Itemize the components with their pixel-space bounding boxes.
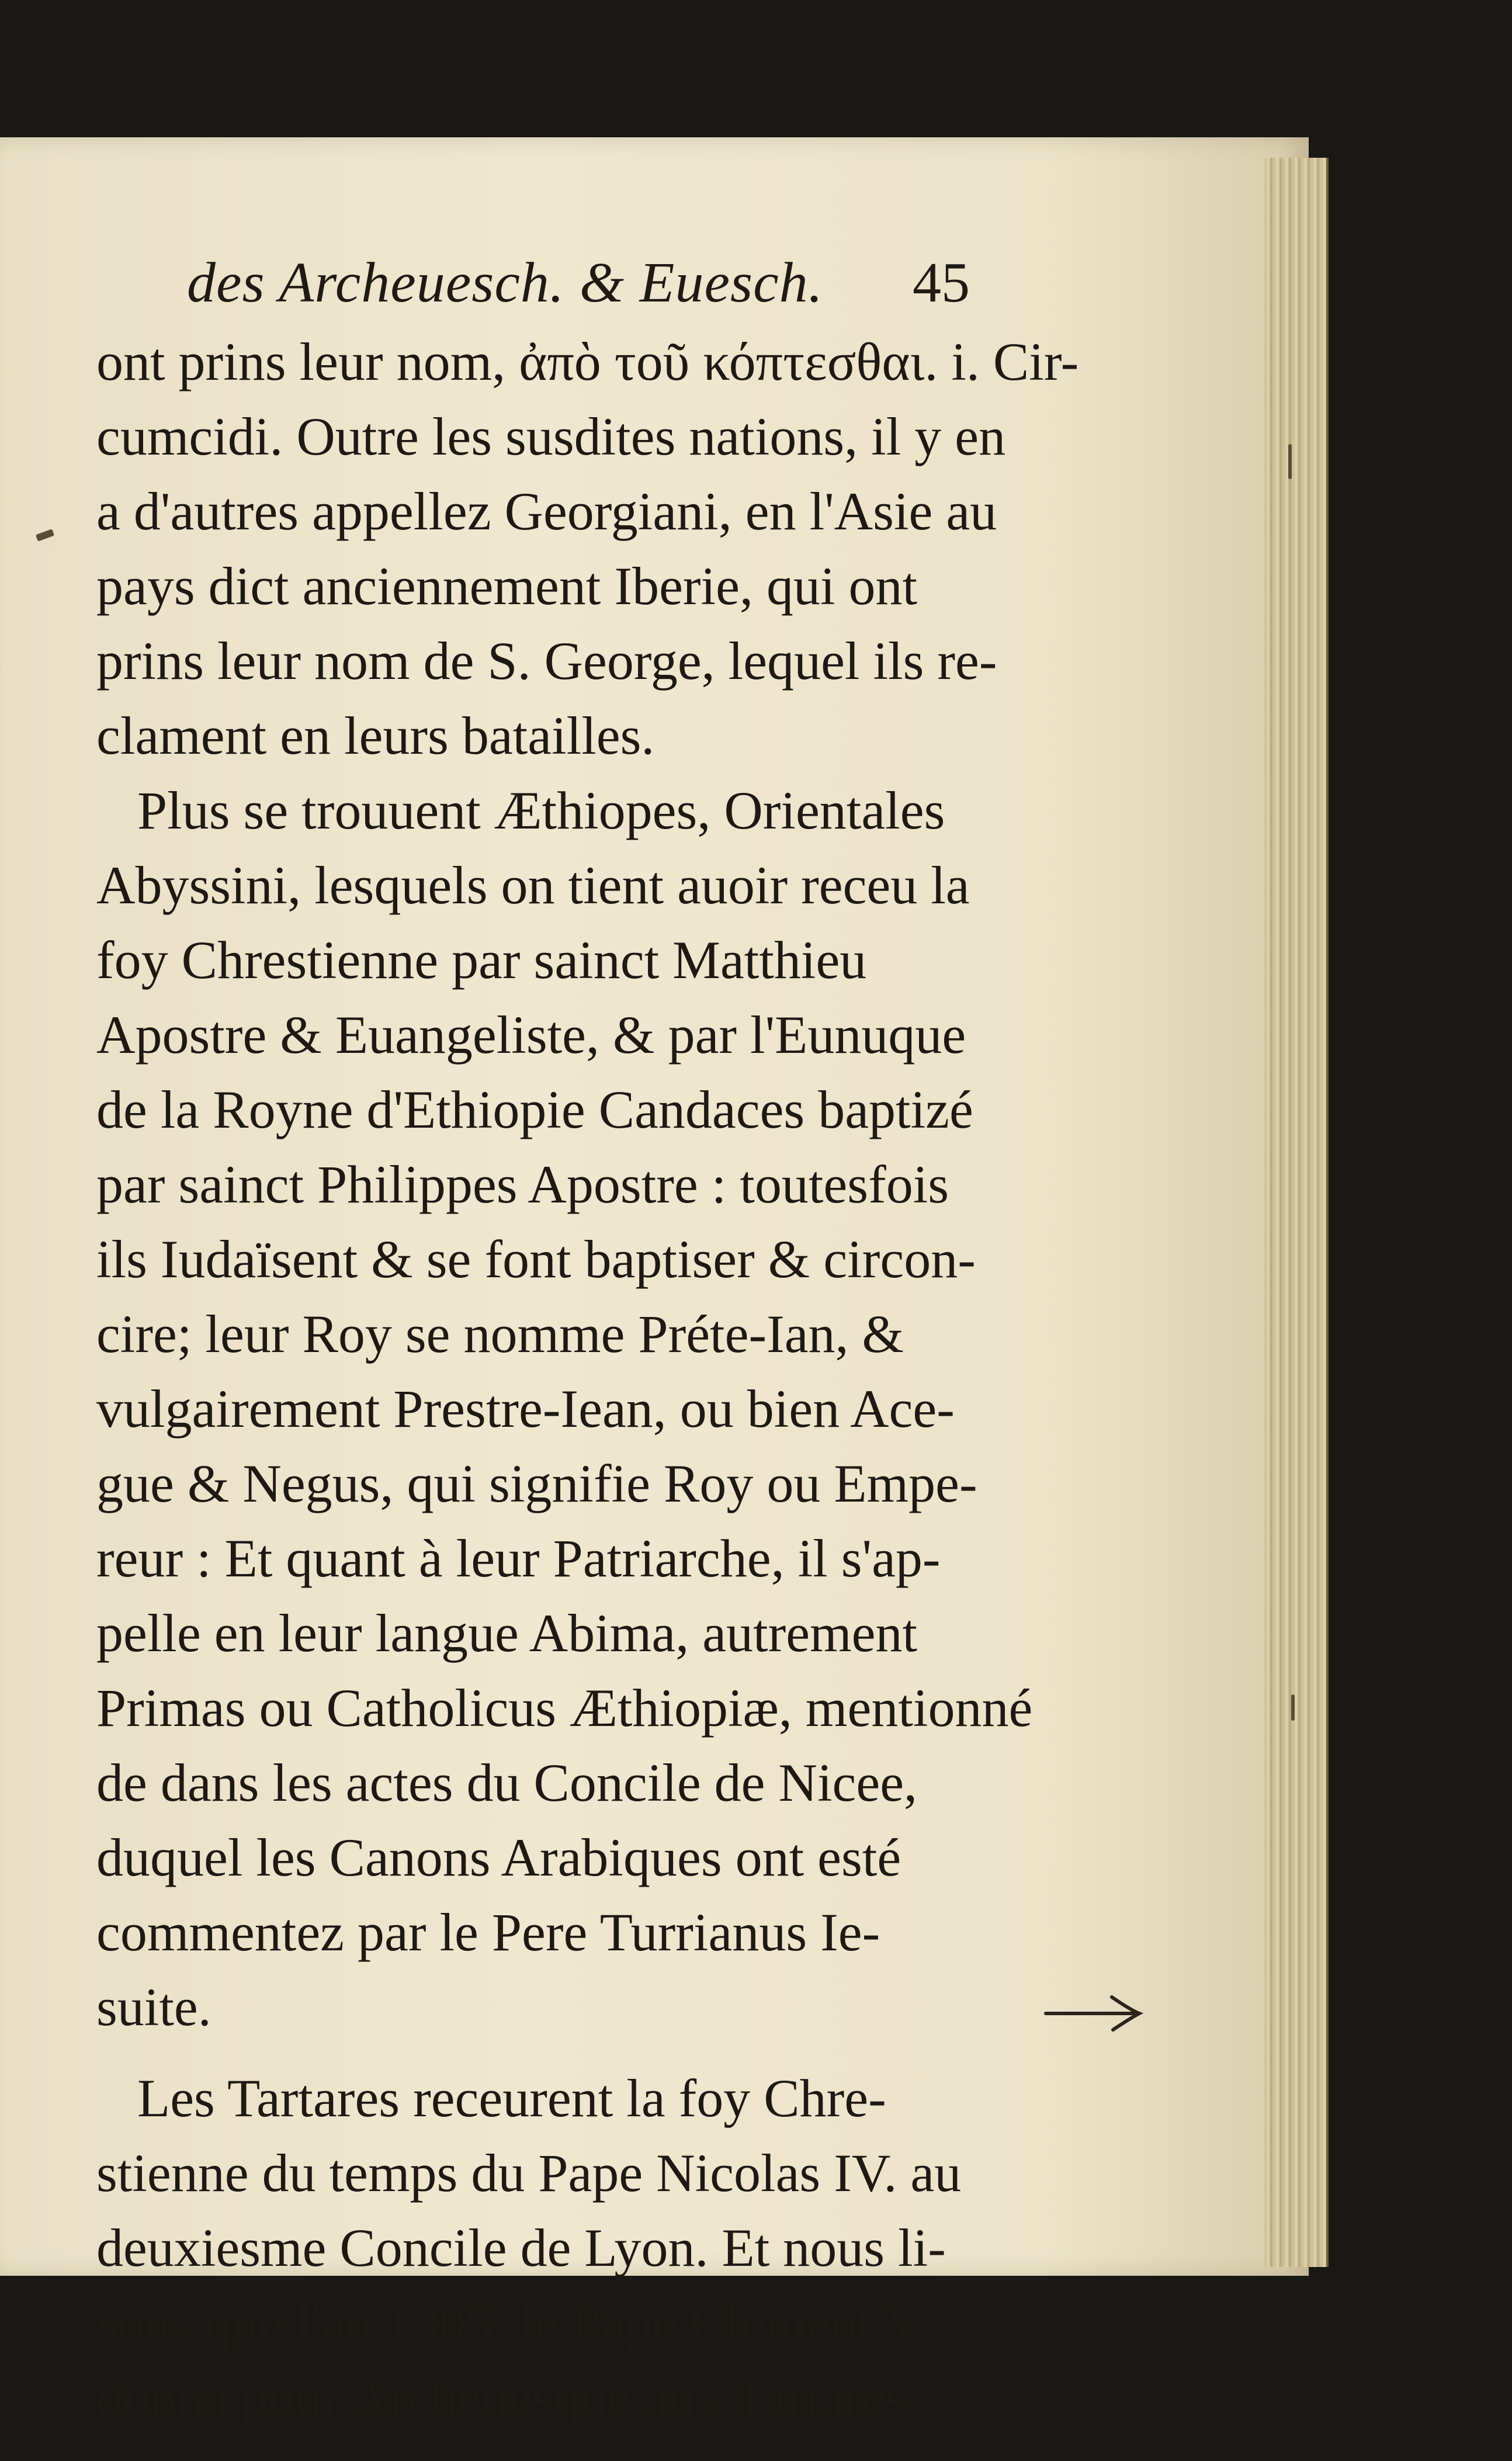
text-line: de dans les actes du Concile de Nicee,	[96, 1753, 918, 1812]
text-line: reur : Et quant à leur Patriarche, il s'ap-	[96, 1528, 941, 1588]
text-line: Apostre & Euangeliste, & par l'Eunuque	[96, 1005, 966, 1065]
paragraph-start-line: Les Tartares receurent la foy Chre-	[137, 2068, 886, 2128]
text-line: cire; leur Roy se nomme Préte-Ian, &	[96, 1304, 904, 1364]
text-line: Primas ou Catholicus Æthiopiæ, mentionné	[96, 1678, 1033, 1738]
running-title: des Archeuesch. & Euesch.	[187, 251, 824, 314]
text-line: cumcidi. Outre les susdites nations, il y en	[96, 407, 1006, 466]
text-line: gue & Negus, qui signifie Roy ou Empe-	[96, 1454, 977, 1513]
text-line: par sainct Philippes Apostre : toutesfois	[96, 1155, 949, 1214]
text-line: suite.	[96, 1977, 211, 2037]
right-arrow-icon	[1043, 1992, 1148, 2033]
text-line: clament en leurs batailles.	[96, 706, 655, 765]
text-line: donna pour Archeuesque aux Tartares	[96, 2368, 907, 2427]
margin-mark	[1291, 1694, 1295, 1721]
text-line: deuxiesme Concile de Lyon. Et nous li-	[96, 2218, 946, 2278]
text-line: ils Iudaïsent & se font baptiser & circon-	[96, 1229, 976, 1289]
text-line: vulgairement Prestre-Iean, ou bien Ace-	[96, 1379, 955, 1439]
text-line: ont prins leur nom, ἀπὸ τοῦ κόπτεσθαι. i. Cir-	[96, 332, 1079, 391]
text-line: Abyssini, lesquels on tient auoir receu la	[96, 855, 970, 915]
text-line: stienne du temps du Pape Nicolas IV. au	[96, 2143, 962, 2203]
text-line: sons que l'an 1305. le Pape Clement V.	[96, 2293, 930, 2352]
text-line: pays dict anciennement Iberie, qui ont	[96, 556, 918, 616]
paragraph-start-line: Plus se trouuent Æthiopes, Orientales	[137, 781, 945, 840]
text-line: pelle en leur langue Abima, autrement	[96, 1603, 918, 1663]
page-edge	[1265, 158, 1329, 2267]
body-text	[96, 324, 1079, 2435]
text-line: prins leur nom de S. George, lequel ils re-	[96, 631, 997, 691]
text-line: a d'autres appellez Georgiani, en l'Asie au	[96, 481, 997, 541]
text-line: de la Royne d'Ethiopie Candaces baptizé	[96, 1080, 973, 1139]
margin-mark	[1288, 444, 1292, 479]
text-line: commentez par le Pere Turrianus Ie-	[96, 1902, 880, 1962]
text-line: duquel les Canons Arabiques ont esté	[96, 1828, 901, 1887]
page-number: 45	[913, 251, 970, 314]
text-line: foy Chrestienne par sainct Matthieu	[96, 930, 867, 990]
page-header	[187, 250, 970, 314]
